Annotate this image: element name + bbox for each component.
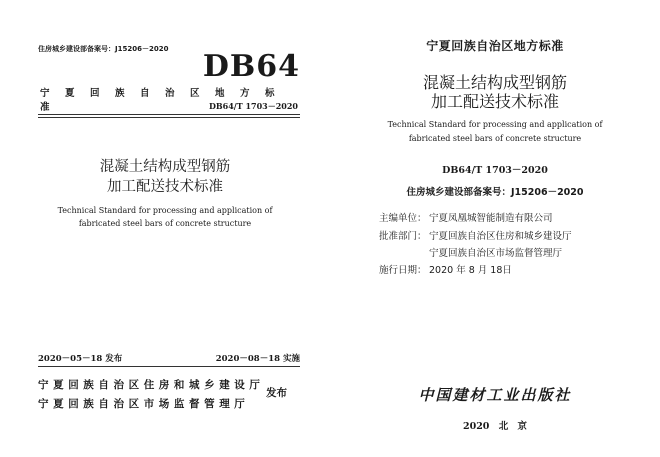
region-char: 自 bbox=[140, 88, 150, 99]
document-title-line2: 加工配送技术标准 bbox=[430, 92, 559, 111]
region-standard-header: 宁夏回族自治区地方标准 bbox=[426, 39, 564, 53]
english-title-line2: fabricated steel bars of concrete structure bbox=[78, 219, 252, 228]
effective-date-row bbox=[379, 262, 512, 276]
region-char: 标 bbox=[265, 88, 275, 99]
issue-date: 2020－05－18 发布 bbox=[38, 354, 123, 364]
divider-line bbox=[38, 114, 300, 115]
editor-value: 宁夏凤凰城智能制造有限公司 bbox=[429, 213, 553, 224]
region-char: 族 bbox=[115, 88, 125, 99]
editor-label: 主编单位： bbox=[379, 213, 427, 224]
document-title-line1: 混凝土结构成型钢筋 bbox=[422, 73, 567, 92]
publisher-logo: 中国建材工业出版社 bbox=[418, 386, 572, 404]
document-title-line1: 混凝土结构成型钢筋 bbox=[99, 159, 231, 175]
document-title-line2: 加工配送技术标准 bbox=[107, 179, 223, 195]
place-year: 2020 北 京 bbox=[462, 421, 528, 432]
filing-number: 住房城乡建设部备案号：J15206－2020 bbox=[406, 187, 584, 198]
approver-value: 宁夏回族自治区市场监督管理厅 bbox=[429, 248, 563, 259]
english-title-line2: fabricated steel bars of concrete structure bbox=[408, 134, 582, 143]
filing-number: 住房城乡建设部备案号：J15206－2020 bbox=[38, 45, 169, 53]
effective-value: 2020 年 8 月 18日 bbox=[429, 265, 512, 276]
approver-row bbox=[379, 228, 572, 242]
title-page bbox=[330, 0, 660, 457]
region-char: 夏 bbox=[65, 88, 75, 99]
region-char: 区 bbox=[190, 88, 200, 99]
standard-number: DB64/T 1703－2020 bbox=[208, 101, 298, 111]
region-char: 治 bbox=[165, 88, 175, 99]
region-char: 方 bbox=[240, 88, 250, 99]
divider-line bbox=[38, 117, 300, 118]
issuer-line2: 宁夏回族自治区市场监督管理厅 bbox=[38, 398, 250, 410]
effective-label: 施行日期： bbox=[379, 265, 427, 276]
publish-label: 发布 bbox=[266, 387, 287, 399]
standard-code-logo: DB64 bbox=[202, 49, 300, 84]
english-title-line1: Technical Standard for processing and application of bbox=[57, 206, 273, 215]
standard-number: DB64/T 1703－2020 bbox=[442, 165, 548, 176]
approver-row-continued bbox=[379, 245, 562, 259]
implementation-date: 2020－08－18 实施 bbox=[215, 354, 300, 364]
english-title-line1: Technical Standard for processing and application of bbox=[387, 120, 603, 129]
issuer-line1: 宁夏回族自治区住房和城乡建设厅 bbox=[38, 379, 265, 391]
region-char: 宁 bbox=[40, 88, 50, 99]
region-char: 地 bbox=[215, 88, 225, 99]
region-char: 准 bbox=[40, 102, 50, 113]
editor-row bbox=[379, 210, 553, 224]
approver-label: 批准部门： bbox=[379, 231, 427, 242]
region-char: 回 bbox=[90, 88, 100, 99]
approver-value: 宁夏回族自治区住房和城乡建设厅 bbox=[429, 231, 572, 242]
divider-line bbox=[38, 366, 300, 367]
